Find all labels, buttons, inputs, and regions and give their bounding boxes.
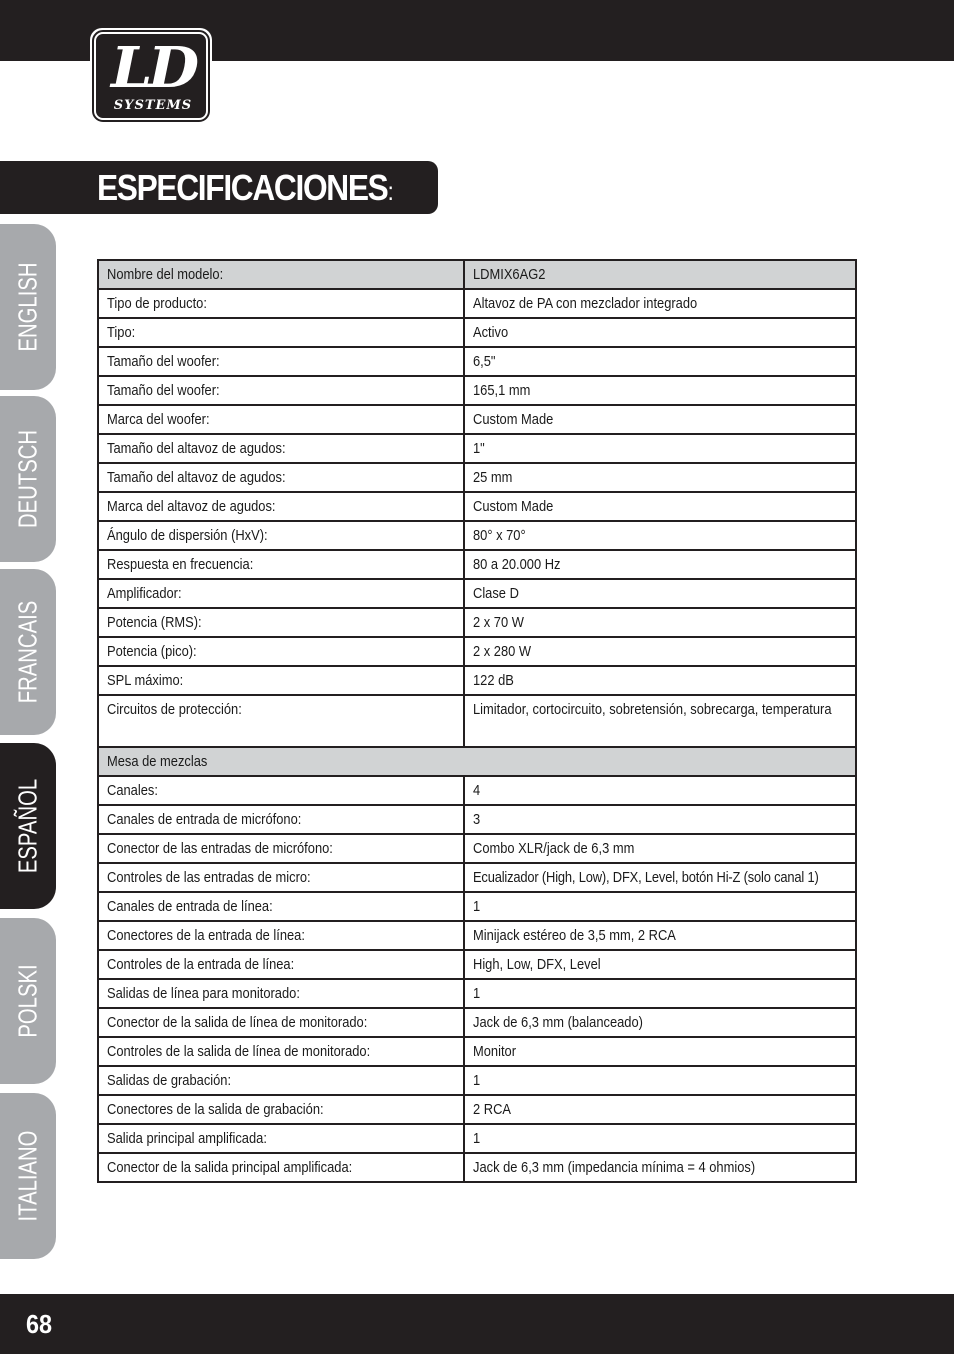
spec-label: Conector de las entradas de micrófono: [98, 834, 464, 863]
spec-value: 3 [464, 805, 856, 834]
table-row [98, 921, 856, 950]
spec-value: Jack de 6,3 mm (balanceado) [464, 1008, 856, 1037]
spec-value: Activo [464, 318, 856, 347]
table-row [98, 405, 856, 434]
spec-value: 2 x 70 W [464, 608, 856, 637]
table-row [98, 1037, 856, 1066]
tab-deutsch-label: DEUTSCH [12, 429, 43, 529]
tab-italiano[interactable] [0, 1093, 56, 1259]
spec-label: Controles de las entradas de micro: [98, 863, 464, 892]
table-row [98, 1008, 856, 1037]
spec-label: Conectores de la salida de grabación: [98, 1095, 464, 1124]
bottom-footer-bar [0, 1294, 954, 1354]
table-row [98, 979, 856, 1008]
spec-value: Altavoz de PA con mezclador integrado [464, 289, 856, 318]
page-number: 68 [26, 1309, 53, 1339]
spec-value: 165,1 mm [464, 376, 856, 405]
logo-ld-text: LD [111, 35, 195, 101]
spec-value: 1 [464, 1124, 856, 1153]
ld-systems-logo [90, 28, 212, 124]
table-row [98, 260, 856, 289]
table-row [98, 805, 856, 834]
spec-label: Salida principal amplificada: [98, 1124, 464, 1153]
table-row [98, 289, 856, 318]
table-row [98, 637, 856, 666]
tab-deutsch[interactable] [0, 396, 56, 562]
tab-english-label: ENGLISH [12, 262, 43, 352]
tab-francais[interactable] [0, 569, 56, 735]
spec-label: Conector de la salida de línea de monitorado: [98, 1008, 464, 1037]
spec-value: 122 dB [464, 666, 856, 695]
spec-label: Tamaño del woofer: [98, 347, 464, 376]
spec-value: Limitador, cortocircuito, sobretensión, sobrecarga, temperatura [464, 695, 856, 747]
spec-label: Canales de entrada de micrófono: [98, 805, 464, 834]
spec-label: Amplificador: [98, 579, 464, 608]
spec-value: Jack de 6,3 mm (impedancia mínima = 4 ohmios) [464, 1153, 856, 1182]
spec-value: Clase D [464, 579, 856, 608]
spec-label: Respuesta en frecuencia: [98, 550, 464, 579]
spec-label: Conector de la salida principal amplificada: [98, 1153, 464, 1182]
table-row [98, 1095, 856, 1124]
tab-italiano-label: ITALIANO [12, 1130, 43, 1222]
spec-label: Tamaño del altavoz de agudos: [98, 463, 464, 492]
page-title [97, 165, 394, 211]
tab-polski-label: POLSKI [12, 964, 43, 1038]
spec-value: 25 mm [464, 463, 856, 492]
section-label: Mesa de mezclas [98, 747, 856, 776]
spec-label: Salidas de grabación: [98, 1066, 464, 1095]
table-row [98, 608, 856, 637]
table-row [98, 550, 856, 579]
spec-value: 1 [464, 892, 856, 921]
spec-label: Marca del altavoz de agudos: [98, 492, 464, 521]
spec-label: Potencia (pico): [98, 637, 464, 666]
table-row [98, 892, 856, 921]
table-row [98, 1066, 856, 1095]
spec-label: Tipo de producto: [98, 289, 464, 318]
tab-francais-label: FRANCAIS [12, 600, 43, 704]
specifications-table [97, 259, 857, 1183]
tab-espanol[interactable] [0, 743, 56, 909]
table-row [98, 347, 856, 376]
table-row [98, 318, 856, 347]
page-title-text: ESPECIFICACIONES [97, 167, 388, 208]
table-row [98, 521, 856, 550]
spec-value: 2 x 280 W [464, 637, 856, 666]
spec-value: 1" [464, 434, 856, 463]
spec-label: Conectores de la entrada de línea: [98, 921, 464, 950]
table-row [98, 434, 856, 463]
table-row [98, 492, 856, 521]
spec-value: LDMIX6AG2 [464, 260, 856, 289]
spec-label: Marca del woofer: [98, 405, 464, 434]
table-row [98, 579, 856, 608]
tab-polski[interactable] [0, 918, 56, 1084]
spec-value: 4 [464, 776, 856, 805]
spec-label: Salidas de línea para monitorado: [98, 979, 464, 1008]
spec-label: SPL máximo: [98, 666, 464, 695]
spec-label: Tamaño del altavoz de agudos: [98, 434, 464, 463]
table-section-header [98, 747, 856, 776]
table-row [98, 1124, 856, 1153]
table-row [98, 863, 856, 892]
spec-value: 1 [464, 1066, 856, 1095]
spec-label: Tipo: [98, 318, 464, 347]
spec-value: Custom Made [464, 405, 856, 434]
table-row [98, 776, 856, 805]
table-row [98, 463, 856, 492]
table-row [98, 1153, 856, 1182]
spec-value: Minijack estéreo de 3,5 mm, 2 RCA [464, 921, 856, 950]
spec-value: Monitor [464, 1037, 856, 1066]
spec-value: Combo XLR/jack de 6,3 mm [464, 834, 856, 863]
spec-value: Ecualizador (High, Low), DFX, Level, botón Hi-Z (solo canal 1) [464, 863, 856, 892]
spec-label: Controles de la salida de línea de monitorado: [98, 1037, 464, 1066]
spec-value: 80° x 70° [464, 521, 856, 550]
spec-label: Controles de la entrada de línea: [98, 950, 464, 979]
table-row [98, 666, 856, 695]
page-title-colon: : [387, 176, 394, 206]
spec-label: Canales: [98, 776, 464, 805]
spec-value: 6,5" [464, 347, 856, 376]
table-row [98, 695, 856, 747]
spec-label: Tamaño del woofer: [98, 376, 464, 405]
spec-label: Canales de entrada de línea: [98, 892, 464, 921]
spec-label: Ángulo de dispersión (HxV): [98, 521, 464, 550]
spec-label: Potencia (RMS): [98, 608, 464, 637]
logo-systems-text: SYSTEMS [113, 98, 193, 113]
spec-value: 80 a 20.000 Hz [464, 550, 856, 579]
spec-value: 2 RCA [464, 1095, 856, 1124]
tab-espanol-label: ESPAÑOL [12, 778, 43, 874]
spec-label: Circuitos de protección: [98, 695, 464, 747]
spec-value: Custom Made [464, 492, 856, 521]
spec-value: High, Low, DFX, Level [464, 950, 856, 979]
table-row [98, 950, 856, 979]
spec-value: 1 [464, 979, 856, 1008]
spec-label: Nombre del modelo: [98, 260, 464, 289]
tab-english[interactable] [0, 224, 56, 390]
table-row [98, 376, 856, 405]
table-row [98, 834, 856, 863]
